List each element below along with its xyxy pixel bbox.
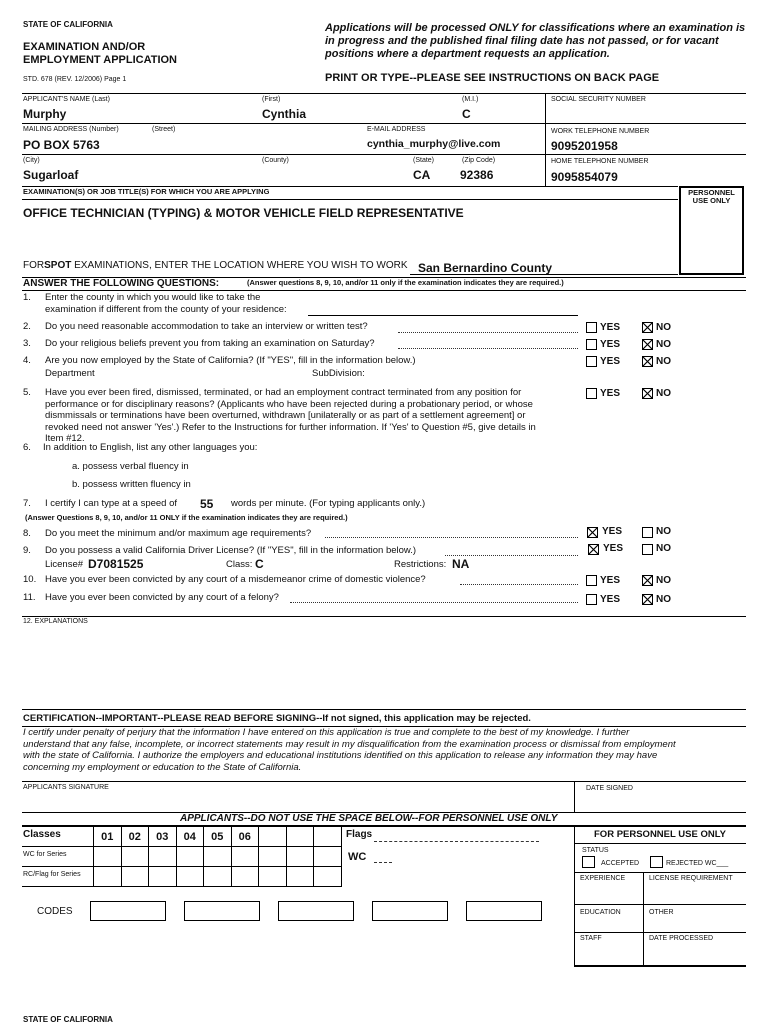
q8-no-checkbox[interactable]: [642, 527, 653, 538]
explanations-label: 12. EXPLANATIONS: [23, 618, 88, 625]
q5-number: 5.: [23, 387, 31, 398]
form-id: STD. 678 (REV. 12/2006) Page 1: [23, 76, 127, 83]
class-col-header: 02: [121, 826, 150, 847]
q11-number: 11.: [23, 592, 36, 603]
q3-number: 3.: [23, 338, 31, 349]
state-field[interactable]: CA: [413, 168, 431, 182]
class-col-header: 06: [231, 826, 260, 847]
mi-label: (M.I.): [462, 96, 479, 103]
state-header: STATE OF CALIFORNIA: [23, 20, 113, 29]
q8-text: Do you meet the minimum and/or maximum age requirements?: [45, 528, 312, 539]
q11-no-checkbox-checked[interactable]: [642, 594, 653, 605]
class-col-header: 04: [176, 826, 205, 847]
mailing-address-label: MAILING ADDRESS (Number): [23, 126, 119, 133]
form-title-line2: EMPLOYMENT APPLICATION: [23, 54, 177, 66]
q2-number: 2.: [23, 321, 31, 332]
q5-line1: Have you ever been fired, dismissed, terminated, or had an employment contract terminated from any position for: [45, 387, 522, 398]
experience-label: EXPERIENCE: [580, 875, 626, 882]
q9-no-label: NO: [656, 543, 671, 554]
personnel-banner: APPLICANTS--DO NOT USE THE SPACE BELOW--FOR PERSONNEL USE ONLY: [180, 813, 558, 824]
series-row-divider: [22, 866, 94, 867]
q9-yes-label: YES: [603, 543, 624, 554]
q2-no-label: NO: [656, 322, 671, 333]
class-col-header: 05: [203, 826, 232, 847]
q1-number: 1.: [23, 292, 31, 303]
rejected-label: REJECTED WC___: [666, 860, 729, 867]
date-processed-label: DATE PROCESSED: [649, 935, 714, 942]
q11-yes-checkbox[interactable]: [586, 594, 597, 605]
q4-no-checkbox-checked[interactable]: [642, 356, 653, 367]
q7-text-post: words per minute. (For typing applicants only.): [231, 498, 426, 509]
class-col-header: [258, 826, 287, 847]
ssn-label: SOCIAL SECURITY NUMBER: [551, 96, 646, 103]
county-label: (County): [262, 157, 289, 164]
q3-no-checkbox-checked[interactable]: [642, 339, 653, 350]
q3-yes-checkbox[interactable]: [586, 339, 597, 350]
questions-heading-note: (Answer questions 8, 9, 10, and/or 11 only if the examination indicates they are required.): [247, 278, 564, 287]
q10-no-label: NO: [656, 575, 671, 586]
q1-text-line2: examination if different from the county of your residence:: [45, 304, 287, 315]
q9-restrictions-label: Restrictions:: [394, 559, 447, 570]
wc-series-cell[interactable]: [286, 846, 315, 867]
first-name-field[interactable]: Cynthia: [262, 107, 307, 121]
rc-series-cell[interactable]: [93, 866, 122, 887]
code-box-3[interactable]: [278, 901, 354, 921]
wc-series-cell[interactable]: [203, 846, 232, 867]
q4-number: 4.: [23, 355, 31, 366]
certification-text: [23, 727, 745, 773]
flags-label: Flags: [346, 829, 373, 840]
code-box-4[interactable]: [372, 901, 448, 921]
q8-yes-label: YES: [602, 526, 623, 537]
spot-exam-text: [23, 260, 408, 271]
status-label: STATUS: [582, 847, 609, 854]
q3-text: Do your religious beliefs prevent you from taking an examination on Saturday?: [45, 338, 375, 349]
q5-yes-checkbox[interactable]: [586, 388, 597, 399]
q2-yes-checkbox[interactable]: [586, 322, 597, 333]
q2-text: Do you need reasonable accommodation to take an interview or written test?: [45, 321, 368, 332]
q9-license-label: License#: [45, 559, 84, 570]
last-name-field[interactable]: Murphy: [23, 107, 67, 121]
state-label: (State): [413, 157, 435, 164]
q4-yes-label: YES: [600, 356, 621, 367]
rc-series-cell[interactable]: [286, 866, 315, 887]
signature-field[interactable]: [23, 792, 571, 810]
personnel-use-box: [679, 186, 744, 275]
wc-label: WC: [348, 851, 367, 863]
q3-no-label: NO: [656, 339, 671, 350]
other-label: OTHER: [649, 909, 674, 916]
q4-text: Are you now employed by the State of California? (If "YES", fill in the information below.): [45, 355, 416, 366]
q9-number: 9.: [23, 545, 31, 556]
ssn-field[interactable]: [551, 107, 741, 121]
wc-series-cell[interactable]: [258, 846, 287, 867]
email-field[interactable]: cynthia_murphy@live.com: [367, 138, 501, 150]
codes-label: CODES: [37, 906, 73, 917]
education-label: EDUCATION: [580, 909, 621, 916]
rc-series-cell[interactable]: [121, 866, 150, 887]
wc-series-cell[interactable]: [121, 846, 150, 867]
q3-yes-label: YES: [600, 339, 621, 350]
certification-line4: concerning my employment or education to the State of California.: [23, 761, 302, 773]
code-box-1[interactable]: [90, 901, 166, 921]
q2-yes-label: YES: [600, 322, 621, 333]
last-name-label: APPLICANT'S NAME (Last): [23, 96, 110, 103]
q11-yes-label: YES: [600, 594, 621, 605]
q9-class-label: Class:: [226, 559, 253, 570]
spot-prefix: FOR: [23, 260, 45, 271]
q5-text: [45, 387, 536, 445]
q5-no-label: NO: [656, 388, 671, 399]
code-box-5[interactable]: [466, 901, 542, 921]
personnel-use-label: PERSONNEL USE ONLY: [688, 188, 735, 205]
accepted-checkbox[interactable]: [582, 856, 595, 868]
note-questions-8-11: (Answer Questions 8, 9, 10, and/or 11 ONLY if the examination indicates they are required.): [25, 513, 348, 522]
q2-no-checkbox-checked[interactable]: [642, 322, 653, 333]
class-col-header: [313, 826, 342, 847]
q10-number: 10.: [23, 574, 37, 585]
email-label: E-MAIL ADDRESS: [367, 126, 426, 133]
signature-label: APPLICANTS SIGNATURE: [23, 784, 109, 791]
q5-line4: revoked need not answer 'Yes'.) Refer to the Instructions for further information. If 'Yes' to Question #5, give details in: [45, 421, 536, 433]
q9-no-checkbox[interactable]: [642, 544, 653, 555]
q5-yes-label: YES: [600, 388, 621, 399]
city-field[interactable]: Sugarloaf: [23, 168, 79, 182]
print-instruction: PRINT OR TYPE--PLEASE SEE INSTRUCTIONS ON BACK PAGE: [325, 72, 660, 84]
q4-subdivision-label: SubDivision:: [312, 368, 365, 379]
q4-yes-checkbox[interactable]: [586, 356, 597, 367]
questions-heading: ANSWER THE FOLLOWING QUESTIONS:: [23, 278, 220, 289]
q8-yes-checkbox-checked[interactable]: [587, 527, 598, 538]
city-label: (City): [23, 157, 40, 164]
wc-series-label: WC for Series: [23, 851, 67, 858]
classes-label: Classes: [23, 829, 61, 840]
q1-county-input[interactable]: [308, 315, 578, 316]
q7-typing-speed-field[interactable]: 55: [200, 497, 214, 511]
form-title-line1: EXAMINATION AND/OR: [23, 41, 146, 53]
q5-line2: performance or for disciplinary reasons? (Applicants who have been rejected during a probationary period, or whose: [45, 398, 533, 410]
q5-no-checkbox-checked[interactable]: [642, 388, 653, 399]
wc-series-cell[interactable]: [176, 846, 205, 867]
rc-series-cell[interactable]: [176, 866, 205, 887]
q10-yes-label: YES: [600, 575, 621, 586]
processing-notice: Applications will be processed ONLY for classifications where an examination is in progress and the published final filing date has not passed, or for vacant positions where a department requests an application.: [325, 22, 746, 60]
footer-state: STATE OF CALIFORNIA: [23, 1015, 113, 1024]
q7-number: 7.: [23, 498, 31, 509]
work-phone-field[interactable]: 9095201958: [551, 139, 618, 153]
q8-no-label: NO: [656, 526, 671, 537]
spot-suffix: EXAMINATIONS, ENTER THE LOCATION WHERE YOU WISH TO WORK: [74, 260, 408, 271]
q6b-text: b. possess written fluency in: [72, 479, 191, 490]
mailing-address-field[interactable]: PO BOX 5763: [23, 138, 100, 152]
certification-line2: understand that any false, incomplete, or incorrect statements may result in my disqualification from the examination process or dismissal from employment: [23, 738, 676, 750]
q7-text-pre: I certify I can type at a speed of: [45, 498, 178, 509]
home-phone-field[interactable]: 9095854079: [551, 170, 618, 184]
class-col-header: 01: [93, 826, 122, 847]
accepted-label: ACCEPTED: [601, 860, 640, 867]
rc-series-label: RC/Flag for Series: [23, 871, 81, 878]
rc-series-cell[interactable]: [148, 866, 177, 887]
q1-text-line1: Enter the county in which you would like to take the: [45, 292, 261, 303]
wc-series-cell[interactable]: [313, 846, 342, 867]
wc-series-cell[interactable]: [231, 846, 260, 867]
explanations-field[interactable]: [23, 628, 743, 706]
q10-yes-checkbox[interactable]: [586, 575, 597, 586]
certification-heading: CERTIFICATION--IMPORTANT--PLEASE READ BEFORE SIGNING--If not signed, this application may be rejected.: [23, 713, 531, 724]
q10-text: Have you ever been convicted by any court of a misdemeanor crime of domestic violence?: [45, 574, 426, 585]
date-signed-label: DATE SIGNED: [586, 785, 633, 792]
class-col-header: [286, 826, 315, 847]
certification-line3: with the state of California. I authorize the employers and educational institutions identified on this application to release any information they may have: [23, 750, 658, 761]
rejected-checkbox[interactable]: [650, 856, 663, 868]
for-personnel-use-label: FOR PERSONNEL USE ONLY: [594, 829, 726, 840]
date-signed-field[interactable]: [580, 794, 740, 810]
q9-restrictions-field[interactable]: NA: [452, 557, 470, 571]
class-col-header: 03: [148, 826, 177, 847]
q9-text: Do you possess a valid California Driver License? (If "YES", fill in the information below.): [45, 545, 417, 556]
q6-text: In addition to English, list any other languages you:: [43, 442, 258, 453]
spot-bold: SPOT: [44, 260, 72, 271]
zip-field[interactable]: 92386: [460, 168, 494, 182]
q10-no-checkbox-checked[interactable]: [642, 575, 653, 586]
q9-yes-checkbox-checked[interactable]: [588, 544, 599, 555]
rc-series-cell[interactable]: [258, 866, 287, 887]
q8-number: 8.: [23, 528, 31, 539]
spot-location-field[interactable]: San Bernardino County: [418, 261, 553, 275]
q6a-text: a. possess verbal fluency in: [72, 461, 189, 472]
rc-series-cell[interactable]: [313, 866, 342, 887]
staff-label: STAFF: [580, 935, 602, 942]
wc-series-cell[interactable]: [93, 846, 122, 867]
q9-license-field[interactable]: D7081525: [88, 557, 144, 571]
wc-series-cell[interactable]: [148, 846, 177, 867]
street-label: (Street): [152, 126, 176, 133]
q11-no-label: NO: [656, 594, 671, 605]
q6-number: 6.: [23, 442, 31, 453]
q11-text: Have you ever been convicted by any court of a felony?: [45, 592, 279, 603]
q5-line3: dismmissals or terminations have been overturned, withdrawn [unilaterally or as part of a settlement agreement] or: [45, 410, 526, 421]
q5-line5: Item #12.: [45, 433, 85, 444]
code-box-2[interactable]: [184, 901, 260, 921]
rc-series-cell[interactable]: [231, 866, 260, 887]
license-requirement-label: LICENSE REQUIREMENT: [649, 875, 733, 882]
q4-no-label: NO: [656, 356, 671, 367]
work-phone-label: WORK TELEPHONE NUMBER: [551, 128, 650, 135]
certification-line1: I certify under penalty of perjury that the information I have entered on this application is true and complete to the best of my knowledge. I further: [23, 727, 630, 738]
exam-titles-field[interactable]: OFFICE TECHNICIAN (TYPING) & MOTOR VEHICLE FIELD REPRESENTATIVE: [23, 206, 464, 220]
zip-label: (Zip Code): [462, 157, 496, 164]
mi-field[interactable]: C: [462, 107, 471, 121]
first-name-label: (First): [262, 96, 281, 103]
home-phone-label: HOME TELEPHONE NUMBER: [551, 158, 649, 165]
rc-series-cell[interactable]: [203, 866, 232, 887]
q9-class-field[interactable]: C: [255, 557, 264, 571]
exam-title-label: EXAMINATION(S) OR JOB TITLE(S) FOR WHICH YOU ARE APPLYING: [23, 187, 270, 196]
q4-department-label: Department: [45, 368, 95, 379]
